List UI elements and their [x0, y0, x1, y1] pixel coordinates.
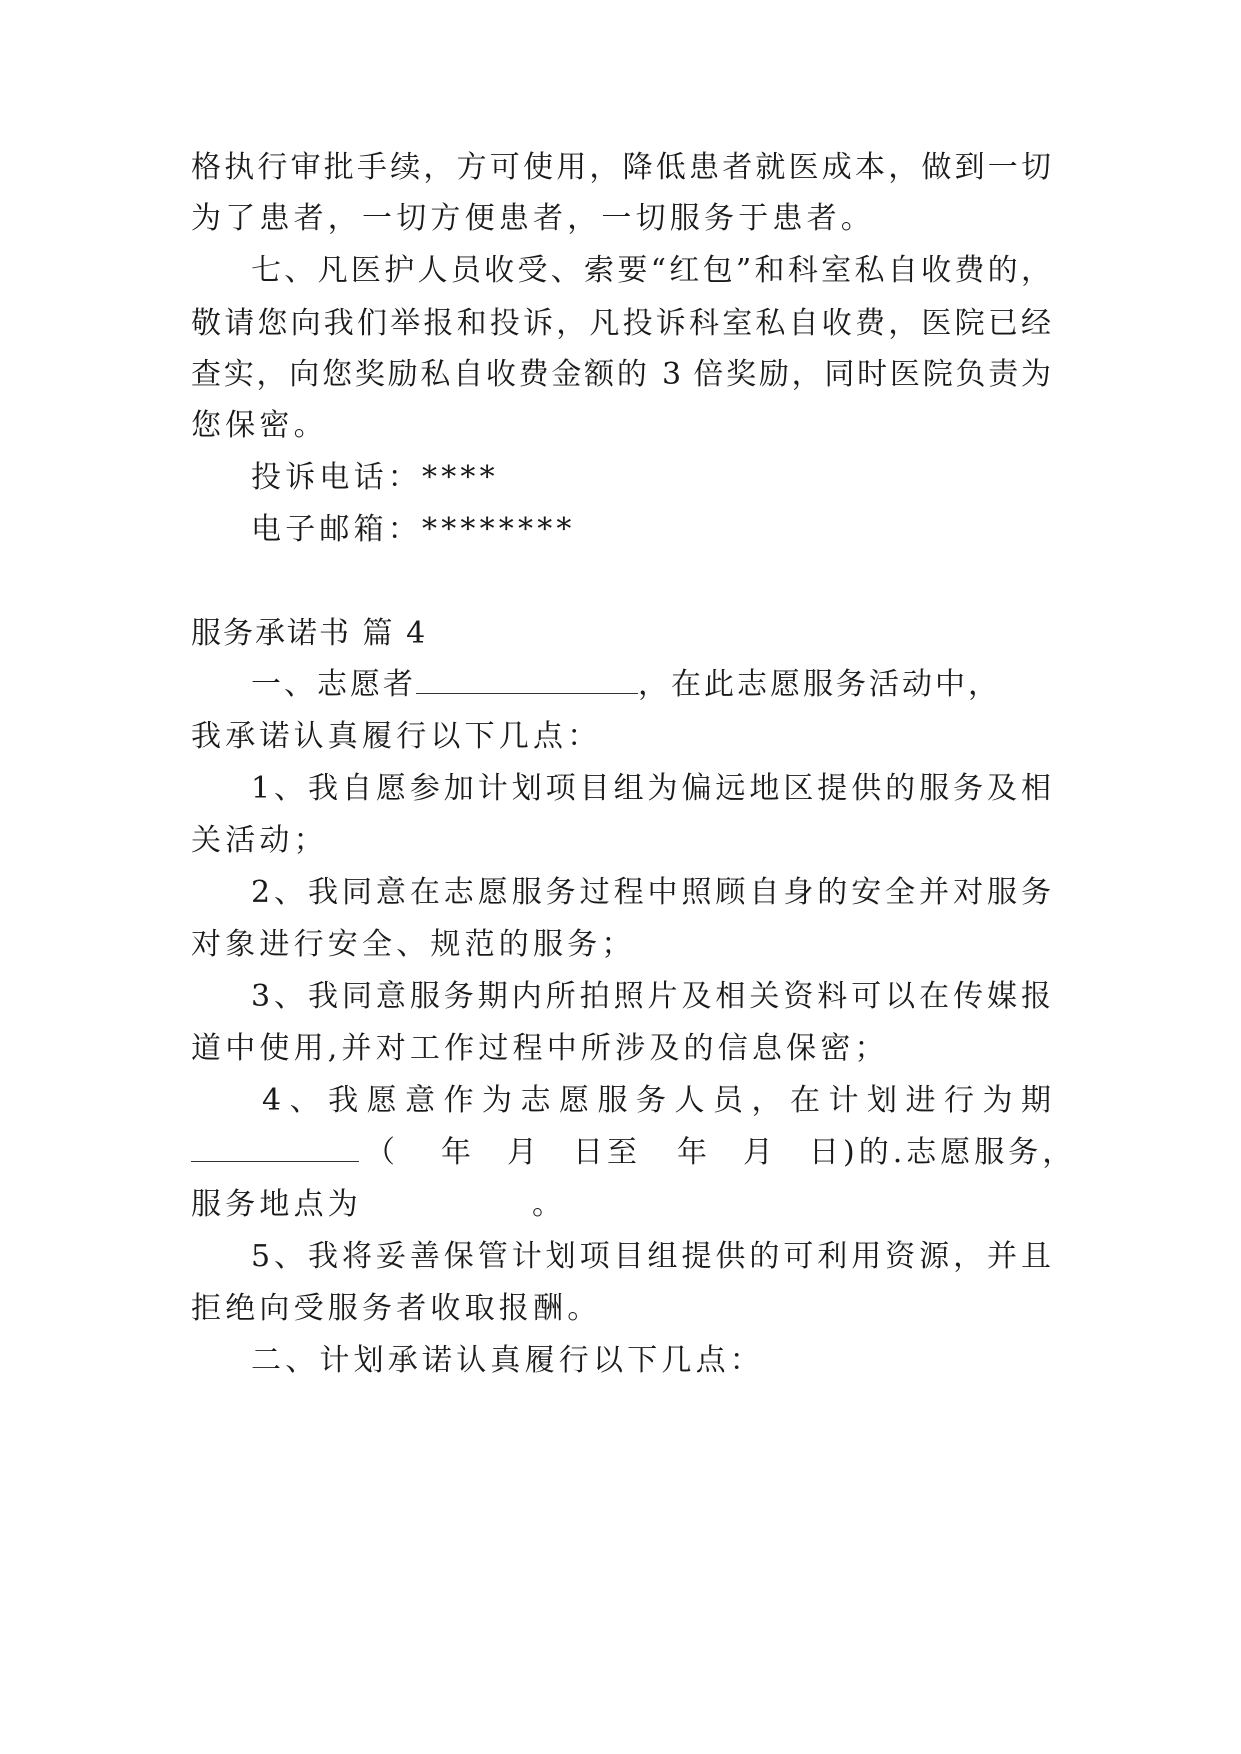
year-label: 年: [677, 1135, 707, 1170]
text-line: 查实，向您奖励私自收费金额的 3 倍奖励，同时医院负责为: [191, 357, 1051, 392]
text-line: 1、我自愿参加计划项目组为偏远地区提供的服务及相: [251, 771, 1051, 806]
text-line: 拒绝向受服务者收取报酬。: [191, 1291, 602, 1326]
text-line: 为了患者，一切方便患者，一切服务于患者。: [191, 201, 875, 236]
year-label: 年: [441, 1135, 471, 1170]
text-line: 我承诺认真履行以下几点：: [191, 719, 602, 754]
text-line: 二、计划承诺认真履行以下几点：: [251, 1343, 764, 1378]
contact-email: 电子邮箱：********: [251, 512, 576, 547]
service-location-label: 服务地点为: [191, 1187, 362, 1222]
section-title: 服务承诺书 篇 4: [191, 616, 428, 651]
text-line: 3、我同意服务期内所拍照片及相关资料可以在传媒报: [251, 979, 1051, 1014]
text-line: 您保密。: [191, 408, 328, 443]
month-label: 月: [743, 1135, 773, 1170]
period-mark: 。: [532, 1187, 567, 1222]
text-line: 5、我将妥善保管计划项目组提供的可利用资源，并且: [251, 1239, 1051, 1274]
item-1-line: [251, 665, 1051, 705]
text-line: 道中使用,并对工作过程中所涉及的信息保密；: [191, 1031, 889, 1066]
volunteer-name-blank: [416, 665, 638, 694]
service-location-line: [191, 1185, 1051, 1225]
month-label: 月: [507, 1135, 537, 1170]
text-line: 七、凡医护人员收受、索要“红包”和科室私自收费的，: [251, 253, 1051, 288]
text-line: 关活动；: [191, 823, 328, 858]
item-1-prefix: 一、志愿者: [251, 667, 416, 702]
paren: （: [365, 1135, 395, 1170]
text-line: 4、我愿意作为志愿服务人员，在计划进行为期: [262, 1083, 1051, 1118]
complaint-phone: 投诉电话：****: [251, 460, 499, 495]
text-line: 对象进行安全、规范的服务；: [191, 927, 636, 962]
day-label: 日)的.志愿服务，: [809, 1135, 1077, 1170]
text-line: 格执行审批手续，方可使用，降低患者就医成本，做到一切: [191, 150, 1051, 185]
text-line: 2、我同意在志愿服务过程中照顾自身的安全并对服务: [251, 875, 1051, 910]
day-label: 日至: [573, 1135, 641, 1170]
service-period-line: [191, 1133, 1077, 1173]
text-line: 敬请您向我们举报和投诉，凡投诉科室私自收费，医院已经: [191, 306, 1051, 341]
service-period-blank: [191, 1133, 359, 1162]
item-1-suffix: ，在此志愿服务活动中，: [638, 667, 1001, 702]
